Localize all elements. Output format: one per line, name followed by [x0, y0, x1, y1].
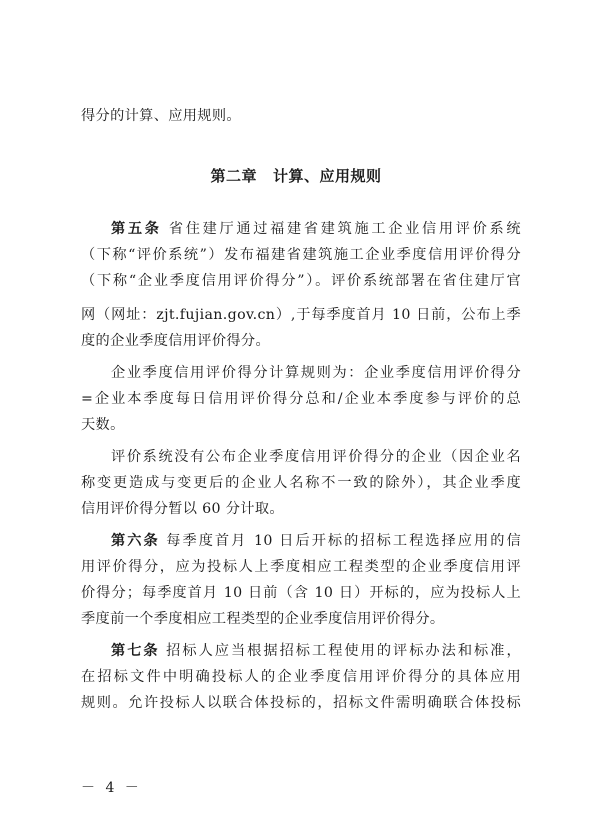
default-line-3: 信用评价得分暂以 60 分计取。 — [81, 501, 284, 517]
article6-line-1 — [111, 531, 521, 551]
article5-text-1: 省住建厅通过福建省建筑施工企业信用评价系统 — [168, 221, 521, 237]
article7-line-1 — [111, 641, 521, 661]
rule-line-2: =企业本季度每日信用评价得分总和/企业本季度参与评价的总 — [81, 391, 521, 407]
article6-label: 第六条 — [111, 533, 160, 549]
article6-line-2: 用评价得分，应为投标人上季度相应工程类型的企业季度信用评 — [81, 559, 521, 575]
article5-line-2: （下称“评价系统”）发布福建省建筑施工企业季度信用评价得分 — [81, 247, 521, 263]
default-line-2: 称变更造成与变更后的企业人名称不一致的除外），其企业季度 — [81, 475, 521, 491]
chapter-heading — [0, 165, 592, 186]
article5-line-5: 度的企业季度信用评价得分。 — [81, 333, 270, 349]
article5-line-4: 网（网址：zjt.fujian.gov.cn）,于每季度首月 10 日前，公布上季 — [81, 307, 521, 323]
chapter-title: 计算、应用规则 — [273, 167, 382, 185]
article5-line-1 — [111, 219, 521, 239]
rule-line-3: 天数。 — [81, 417, 125, 433]
article7-line-2: 在招标文件中明确投标人的企业季度信用评价得分的具体应用 — [81, 669, 521, 685]
article6-text-1: 每季度首月 10 日后开标的招标工程选择应用的信 — [166, 533, 521, 549]
intro-line: 得分的计算、应用规则。 — [81, 108, 241, 124]
chapter-number: 第二章 — [210, 167, 257, 185]
default-line-1: 评价系统没有公布企业季度信用评价得分的企业（因企业名 — [111, 449, 521, 465]
article6-line-4: 季度前一个季度相应工程类型的企业季度信用评价得分。 — [81, 611, 445, 627]
article6-line-3: 价得分；每季度首月 10 日前（含 10 日）开标的，应为投标人上 — [81, 585, 521, 601]
article7-text-1: 招标人应当根据招标工程使用的评标办法和标准， — [166, 643, 521, 659]
article7-label: 第七条 — [111, 643, 160, 659]
rule-line-1: 企业季度信用评价得分计算规则为：企业季度信用评价得分 — [111, 365, 521, 381]
article5-label: 第五条 — [111, 221, 162, 237]
page-number: － 4 － — [81, 780, 142, 796]
article7-line-3: 规则。允许投标人以联合体投标的，招标文件需明确联合体投标 — [81, 695, 521, 711]
article5-line-3: （下称“企业季度信用评价得分”）。评价系统部署在省住建厅官 — [81, 273, 521, 289]
